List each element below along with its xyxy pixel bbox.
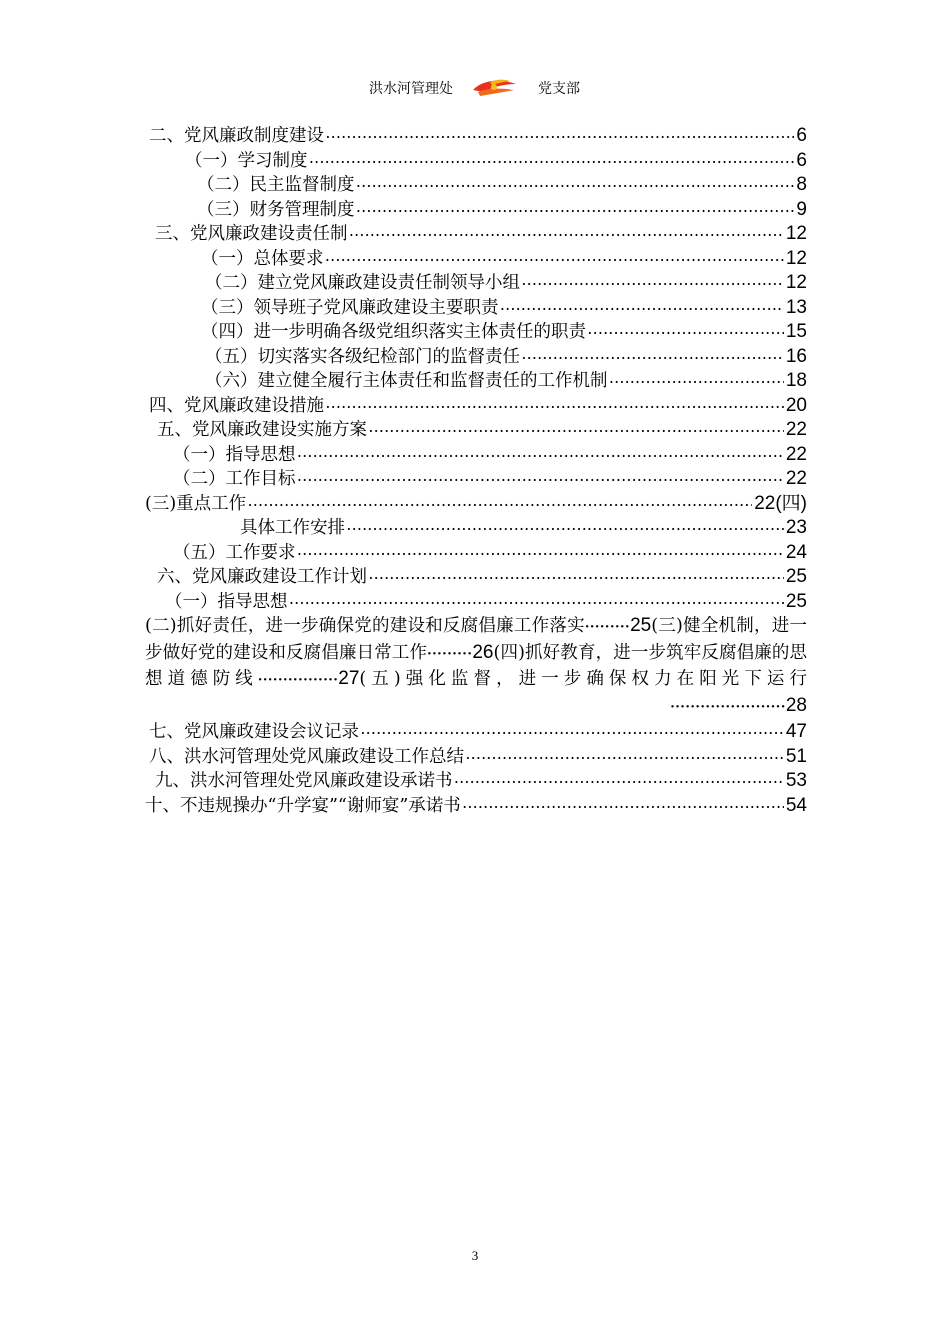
toc-entry-title: （一）指导思想 [165, 591, 288, 612]
toc-entry-page: 22 [785, 443, 807, 465]
toc-entry-title: 九、洪水河管理处党风廉政建设承诺书 [155, 771, 453, 791]
toc-leader-dots [357, 175, 795, 200]
toc-entry-page: 13 [785, 296, 807, 318]
header-branch: 党支部 [538, 81, 580, 97]
table-of-contents [145, 124, 807, 818]
toc-leader-dots [463, 796, 784, 821]
toc-entry[interactable] [145, 418, 807, 443]
toc-entry-title: 八、洪水河管理处党风廉政建设工作总结 [149, 746, 464, 767]
toc-leader-dots [326, 396, 784, 421]
toc-leader-dots [357, 200, 795, 225]
toc-entry-title: （六）建立健全履行主体责任和监督责任的工作机制 [205, 371, 608, 391]
toc-entry-title: 具体工作安排 [240, 518, 345, 538]
toc-entry[interactable] [145, 247, 807, 272]
toc-entry-title: （二）工作目标 [173, 469, 296, 489]
toc-entry[interactable] [145, 222, 807, 247]
toc-entry-page: 25 [630, 615, 652, 636]
toc-leader-dots [347, 518, 784, 543]
toc-leader-dots [290, 592, 784, 617]
toc-leader-dots [248, 494, 752, 519]
toc-entry-title: （二）建立党风廉政建设责任制领导小组 [205, 273, 520, 293]
toc-entry[interactable] [145, 173, 807, 198]
toc-entry[interactable] [145, 516, 807, 541]
toc-leader-dots [466, 747, 784, 772]
toc-leader-dots [522, 273, 784, 298]
toc-entry[interactable] [145, 745, 807, 770]
toc-entry-page: 15 [785, 321, 807, 342]
toc-entry-title: （一）总体要求 [201, 248, 324, 269]
toc-entry-page: 22(四) [754, 492, 807, 514]
toc-entry[interactable] [145, 345, 807, 370]
toc-entry-page: 26 [472, 641, 494, 663]
toc-leader-dots: ········· [427, 646, 473, 662]
toc-entry[interactable] [145, 271, 807, 296]
toc-entry[interactable] [145, 720, 807, 745]
party-emblem-logo [470, 76, 520, 98]
toc-entry-page: 16 [785, 345, 807, 367]
toc-entry[interactable] [145, 541, 807, 566]
toc-entry-page: 23 [785, 517, 807, 538]
toc-leader-dots [369, 567, 784, 592]
toc-entry[interactable] [145, 565, 807, 590]
toc-entry-title[interactable]: 一步确保权力在阳光下运行 [541, 669, 808, 689]
toc-leader-dots: ········· [584, 620, 631, 635]
toc-entry[interactable] [145, 198, 807, 223]
toc-entry-title: （五）工作要求 [173, 542, 296, 563]
toc-entry-page: 12 [785, 223, 807, 244]
toc-leader-dots [326, 126, 794, 151]
toc-entry-title[interactable]: (三) [651, 616, 683, 636]
toc-entry-title: 七、党风廉政建设会议记录 [149, 722, 359, 742]
toc-entry[interactable] [145, 467, 807, 492]
toc-entry-title: （二）民主监督制度 [197, 175, 355, 195]
toc-leader-dots: ················ [257, 673, 339, 688]
toc-entry-title: 五、党风廉政建设实施方案 [157, 420, 367, 440]
toc-entry[interactable] [145, 492, 807, 517]
toc-entry-page: 8 [796, 174, 807, 195]
toc-entry-page: 51 [785, 745, 807, 767]
page-header [0, 76, 950, 100]
toc-entry-title: （四）进一步明确各级党组织落实主体责任的职责 [201, 322, 586, 342]
toc-entry-title[interactable]: (五)强化监督，进 [359, 669, 542, 689]
toc-entry-title: （一）学习制度 [185, 150, 308, 171]
toc-entry-page: 25 [785, 590, 807, 612]
toc-entry[interactable] [145, 369, 807, 394]
toc-leader-dots [610, 371, 784, 396]
toc-wrapped-block [145, 614, 807, 720]
toc-leader-dots [350, 224, 784, 249]
toc-leader-dots [298, 445, 784, 470]
toc-entry-page: 9 [796, 198, 807, 220]
toc-entry[interactable] [145, 149, 807, 174]
toc-entry-title: 二、党风廉政制度建设 [149, 126, 324, 146]
toc-entry-title: （一）指导思想 [173, 444, 296, 465]
toc-entry-page: 18 [785, 370, 807, 391]
toc-entry-title: (三)重点工作 [145, 493, 247, 514]
toc-leader-dots [455, 771, 784, 796]
toc-entry-title: 六、党风廉政建设工作计划 [157, 567, 367, 587]
toc-entry-page: 24 [785, 541, 807, 563]
toc-entry-title: （五）切实落实各级纪检部门的监督责任 [205, 346, 520, 367]
toc-entry[interactable] [145, 394, 807, 419]
toc-entry[interactable] [145, 296, 807, 321]
toc-entry-title[interactable]: 健全机制，进一步做好党的建设和反腐倡廉日常工作 [145, 616, 808, 663]
toc-entry[interactable] [145, 443, 807, 468]
toc-entry-page: 6 [796, 125, 807, 146]
toc-leader-dots [361, 722, 784, 747]
toc-entry-page: 12 [785, 247, 807, 269]
toc-leader-dots [326, 249, 784, 274]
toc-entry-page: 27 [338, 668, 360, 689]
toc-entry-title: 十、不违规操办“升学宴”“谢师宴”承诺书 [145, 795, 461, 816]
toc-entry[interactable] [145, 320, 807, 345]
toc-entry-page: 22 [785, 468, 807, 489]
toc-entry-title: 四、党风廉政建设措施 [149, 395, 324, 416]
toc-entry-page: 54 [785, 794, 807, 816]
toc-entry[interactable] [145, 124, 807, 149]
toc-leader-dots [369, 420, 784, 445]
toc-leader-dots [501, 298, 784, 323]
toc-entry-page: 12 [785, 272, 807, 293]
toc-entry-title[interactable]: (二)抓好责任，进一步确保党的建设和反腐倡廉工作落实 [145, 616, 585, 636]
toc-entry-title[interactable]: (四)抓好教 [493, 642, 578, 663]
toc-entry[interactable] [145, 590, 807, 615]
toc-leader-dots [588, 322, 784, 347]
toc-leader-dots [298, 543, 784, 568]
toc-entry-page: 20 [785, 394, 807, 416]
toc-entry[interactable] [145, 794, 807, 819]
toc-entry-title: （三）财务管理制度 [197, 199, 355, 220]
toc-leader-dots [298, 469, 784, 494]
toc-entry-page: 22 [785, 419, 807, 440]
toc-leader-dots: ······················· [670, 699, 786, 715]
toc-entry[interactable] [145, 769, 807, 794]
toc-entry-page: 53 [785, 770, 807, 791]
toc-entry-page: 28 [785, 694, 807, 716]
toc-entry-title: 三、党风廉政建设责任制 [155, 224, 348, 244]
toc-entry-page: 47 [785, 721, 807, 742]
page-number: 3 [471, 1248, 479, 1263]
toc-entry-title[interactable]: 育，进一步筑牢反腐倡廉的思想道德防线 [145, 642, 808, 689]
toc-leader-dots [310, 151, 795, 176]
toc-entry-title: （三）领导班子党风廉政建设主要职责 [201, 297, 499, 318]
toc-entry-page: 6 [796, 149, 807, 171]
header-org-name: 洪水河管理处 [369, 81, 453, 97]
toc-leader-dots [522, 347, 784, 372]
toc-entry-page: 25 [785, 566, 807, 587]
